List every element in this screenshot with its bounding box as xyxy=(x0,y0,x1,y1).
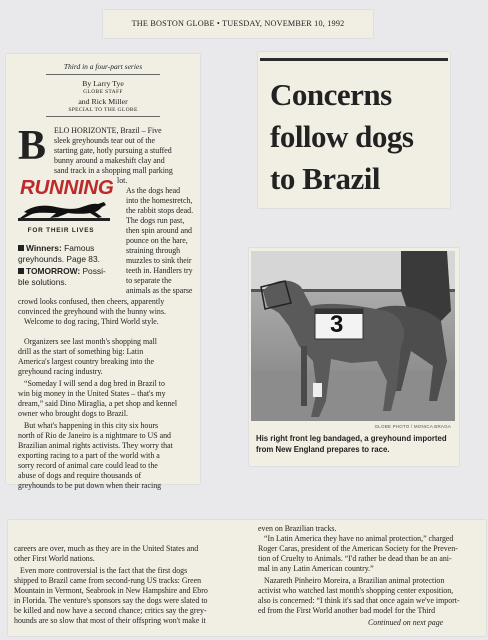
body-line: exporting racing to a part of the world with a xyxy=(18,451,160,460)
headline-line: to Brazil xyxy=(270,161,380,196)
wrap-line: teeth in. Handlers try xyxy=(126,266,193,275)
photo-caption-line: His right front leg bandaged, a greyhound imported xyxy=(256,434,447,443)
bottom-right-line: Roger Caras, president of the American Society for the Preven- xyxy=(258,544,458,553)
bottom-left-line: other First World nations. xyxy=(14,554,95,563)
wrap-line: then spin around and xyxy=(126,226,192,235)
lead-line: ELO HORIZONTE, Brazil – Five xyxy=(54,126,162,135)
headline-line: Concerns xyxy=(270,77,392,112)
continuation-clipping xyxy=(8,520,486,636)
bottom-left-line: shipped to Brazil came from second-rung US tracks: Green xyxy=(14,576,202,585)
wrap-line: muzzles to sink their xyxy=(126,256,192,265)
promo-winners-text: Famous xyxy=(64,243,95,253)
promo-tomorrow-label: TOMORROW: xyxy=(26,266,81,276)
lead-line: bunny around a makeshift clay and xyxy=(54,156,165,165)
bottom-right-line: “In Latin America they have no animal protection,” charged xyxy=(264,534,454,543)
body-line: abuse of dogs and require thousands of xyxy=(18,471,142,480)
wrap-line: to separate the xyxy=(126,276,172,285)
body-line: Organizers see last month's shopping mall xyxy=(24,337,157,346)
continued-note: Continued on next page xyxy=(368,618,444,627)
body-line: north of Rio de Janeiro is a nightmare to US and xyxy=(18,431,171,440)
bottom-right-line: ed from the First World another bad model for the Third xyxy=(258,606,436,615)
bottom-right-line: also is concerned: “I think it's sad that once again we've import- xyxy=(258,596,460,605)
logo-tagline: FOR THEIR LIVES xyxy=(27,227,95,234)
bottom-right-line: mal in any Latin American country.” xyxy=(258,564,374,573)
series-rule xyxy=(46,74,160,75)
greyhound-photo-image xyxy=(251,251,455,421)
wrap-line: straining through xyxy=(126,246,181,255)
promo-tomorrow xyxy=(18,266,106,277)
bottom-right-line: even on Brazilian tracks. xyxy=(258,524,337,533)
wrap-line: pounce on the hare, xyxy=(126,236,188,245)
headline-rule xyxy=(260,58,448,61)
bottom-left-line: in Florida. The venture's sponsors say the dogs were slated to xyxy=(14,596,208,605)
promo-tomorrow-line2: ble solutions. xyxy=(18,277,67,287)
body-line: Brazilian animal rights activists. They worry that xyxy=(18,441,173,450)
lead-line: starting gate, hotly pursuing a stuffed xyxy=(54,146,172,155)
photo-credit: GLOBE PHOTO / MONICA BRAGA xyxy=(374,424,451,429)
dateline: THE BOSTON GLOBE • TUESDAY, NOVEMBER 10, 1992 xyxy=(131,19,345,28)
lead-line: sand track in a shopping mall parking xyxy=(54,166,173,175)
body-line: dream,” said Dino Miraglia, a pet shop and kennel xyxy=(18,399,178,408)
byline-rule xyxy=(46,116,160,117)
headline-line: follow dogs xyxy=(270,119,414,154)
promo-winners xyxy=(18,243,94,254)
running-for-their-lives-logo xyxy=(18,176,114,238)
body-line: “Someday I will send a dog bred in Brazil to xyxy=(24,379,165,388)
greyhound-photo xyxy=(251,251,455,421)
body-line: crowd looks confused, then cheers, apparently xyxy=(18,297,165,306)
greyhound-icon xyxy=(18,198,110,226)
bottom-right-line: activist who watched last month's shopping center exposition, xyxy=(258,586,454,595)
drop-cap: B xyxy=(18,123,47,169)
bottom-left-line: be killed and now have a second chance; critics say the grey- xyxy=(14,606,207,615)
bottom-left-line: Mountain in Vermont, Seabrook in New Hampshire and Ebro xyxy=(14,586,208,595)
body-line: convinced the greyhound with the bunny wins. xyxy=(18,307,166,316)
body-line: drill as the start of something big: Latin xyxy=(18,347,144,356)
bottom-left-line: hounds are so slow that most of their offspring won't make it xyxy=(14,616,206,625)
body-line: But what's happening in this city six hours xyxy=(24,421,159,430)
bottom-left-line: careers are over, much as they are in the United States and xyxy=(14,544,199,553)
wrap-line: into the homestretch, xyxy=(126,196,193,205)
body-line: win big money in the United States – that's my xyxy=(18,389,166,398)
body-line: greyhounds to be put down when their racing xyxy=(18,481,162,490)
dateline-clipping xyxy=(103,10,373,38)
logo-word: RUNNING xyxy=(20,176,114,199)
bottom-left-line: Even more controversial is the fact that the first dogs xyxy=(20,566,188,575)
promo-winners-line2: greyhounds. Page 83. xyxy=(18,254,100,264)
race-bib-number: 3 xyxy=(330,311,344,338)
promo-tomorrow-text: Possi- xyxy=(82,266,106,276)
body-line: Welcome to dog racing, Third World style. xyxy=(24,317,159,326)
byline-author1-role: GLOBE STAFF xyxy=(83,89,123,95)
byline-author2-role: SPECIAL TO THE GLOBE xyxy=(68,107,138,113)
bottom-right-line: tion of Cruelty to Animals. “I'd rather be dead than be an ani- xyxy=(258,554,452,563)
wrap-line: animals as the sparse xyxy=(126,286,193,295)
body-line: America's largest country breaking into the xyxy=(18,357,155,366)
wrap-line: the rabbit stops dead. xyxy=(126,206,194,215)
series-label: Third in a four-part series xyxy=(63,62,143,71)
bullet-square xyxy=(18,268,24,274)
byline-author2: and Rick Miller xyxy=(78,97,128,106)
wrap-line: As the dogs head xyxy=(126,186,181,195)
photo-caption-line: from New England prepares to race. xyxy=(256,445,390,454)
lead-line: sleek greyhounds tear out of the xyxy=(54,136,156,145)
article-clipping xyxy=(6,54,200,490)
body-line: sorry record of animal care could lead to the xyxy=(18,461,158,470)
photo-clipping xyxy=(249,248,459,466)
bottom-right-line: Nazareth Pinheiro Moreira, a Brazilian animal protection xyxy=(264,576,445,585)
wrap-line: The dogs run past, xyxy=(126,216,185,225)
promo-winners-label: Winners: xyxy=(26,243,62,253)
bullet-square xyxy=(18,245,24,251)
body-line: greyhound racing industry. xyxy=(18,367,103,376)
headline-clipping xyxy=(258,52,450,208)
body-line: owner who brought dogs to Brazil. xyxy=(18,409,129,418)
lead-line: lot. xyxy=(117,176,128,185)
byline-author1: By Larry Tye xyxy=(82,79,124,88)
